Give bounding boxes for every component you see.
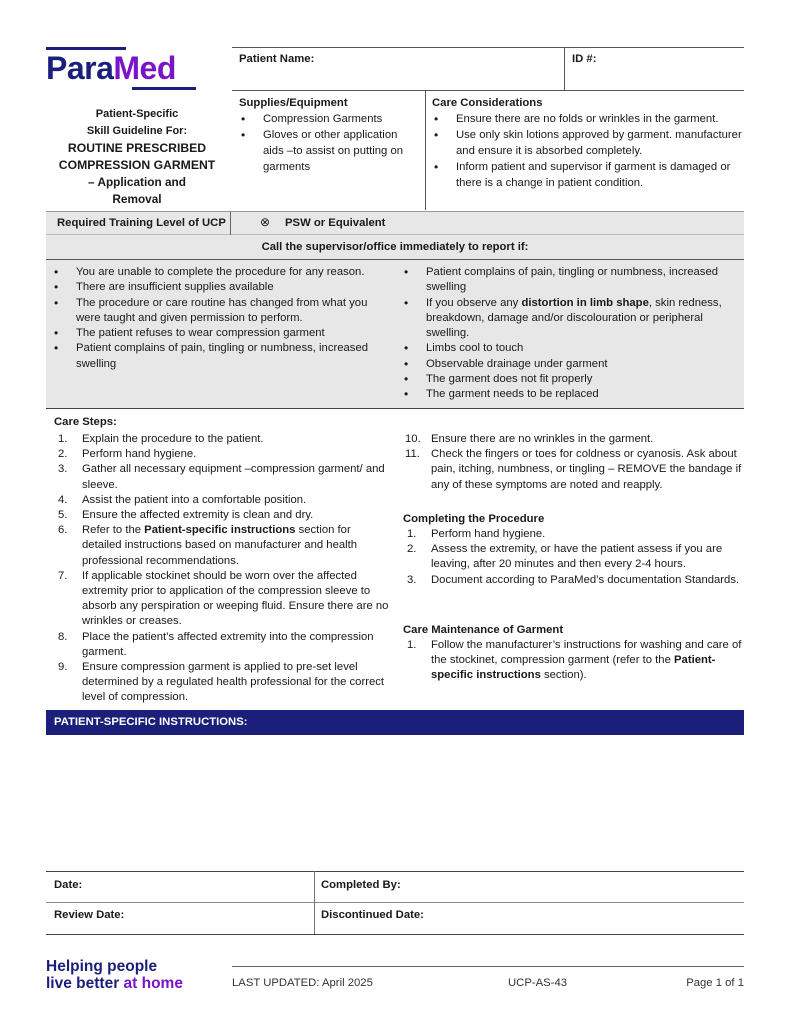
step-number: 7. [58, 569, 68, 582]
step-text: Refer to the [82, 524, 145, 537]
tagline [46, 958, 183, 992]
care-step [54, 630, 390, 660]
care-step [403, 447, 743, 493]
checkbox-x-icon[interactable]: ⊗ [260, 215, 271, 229]
care-consideration-item: • Ensure there are no folds or wrinkles in the garment. [432, 111, 742, 127]
care-step [54, 660, 390, 706]
report-item: • The patient refuses to wear compression garment [52, 326, 382, 341]
report-item [402, 341, 737, 356]
report-section [46, 260, 744, 409]
completing-title: Completing the Procedure [403, 513, 545, 525]
care-step [54, 462, 390, 492]
guideline-title [44, 106, 230, 208]
title-line: COMPRESSION GARMENT [58, 158, 216, 172]
date-label: Date: [54, 879, 83, 891]
tagline-accent: at home [123, 975, 183, 992]
step-text: Ensure the affected extremity is clean and dry. [82, 509, 314, 522]
divider [564, 47, 565, 90]
report-item: • There are insufficient supplies available [52, 280, 382, 295]
step-number: 10. [405, 433, 421, 445]
maintenance-title: Care Maintenance of Garment [403, 624, 564, 636]
completing-step [403, 573, 743, 588]
completed-by-field[interactable] [405, 874, 740, 900]
step-number: 9. [58, 661, 68, 674]
report-item [402, 296, 737, 342]
step-number: 1. [58, 433, 68, 445]
step-number: 2. [407, 543, 417, 556]
completed-by-label: Completed By: [321, 879, 401, 891]
step-text: Perform hand hygiene. [82, 448, 197, 461]
care-step [54, 508, 390, 523]
report-item-text: Limbs cool to touch [426, 342, 524, 355]
divider [232, 90, 744, 91]
discontinued-date-field[interactable] [430, 905, 740, 931]
divider [314, 871, 315, 934]
step-number: 2. [58, 448, 68, 461]
step-text: Document according to ParaMed’s documentation Standards. [431, 573, 740, 586]
step-emphasis: Patient-specific instructions [431, 654, 716, 682]
step-text: Check the fingers or toes for coldness or cyanosis. Ask about pain, itching, numbness, or tingling – REMOVE the bandage if any of these symptoms are noted and reapply. [431, 448, 742, 491]
care-steps-title: Care Steps: [54, 416, 117, 428]
report-item-emphasis: distortion in limb shape [521, 296, 649, 309]
review-date-label: Review Date: [54, 909, 125, 921]
supplies-item: • Compression Garments [239, 111, 419, 127]
report-item [402, 357, 737, 372]
patient-specific-banner: PATIENT-SPECIFIC INSTRUCTIONS: [46, 710, 744, 735]
tagline-line [46, 975, 183, 992]
title-line: Skill Guideline For: [86, 125, 188, 137]
divider [232, 47, 744, 48]
divider [46, 871, 744, 872]
supplies-section [239, 95, 419, 175]
care-considerations-title: Care Considerations [432, 97, 543, 109]
step-number: 11. [405, 448, 420, 461]
step-text: Ensure there are no wrinkles in the garment. [431, 433, 654, 445]
care-consideration-item: • Use only skin lotions approved by garment. manufacturer and ensure it is absorbed completely. [432, 127, 742, 159]
step-text: Perform hand hygiene. [431, 528, 546, 540]
step-text: If applicable stockinet should be worn over the affected extremity prior to application of the compression sleeve to absorb any perspiration or weeping fluid. Ensure there are no wrinkles or creases. [82, 569, 389, 628]
care-step [54, 493, 390, 508]
step-number: 5. [58, 509, 68, 522]
patient-name-field[interactable] [325, 50, 557, 86]
completing-step [403, 542, 743, 572]
report-title: Call the supervisor/office immediately to report if: [46, 235, 744, 260]
id-field[interactable] [600, 50, 740, 86]
title-line: Patient-Specific [95, 108, 179, 120]
step-number: 8. [58, 630, 68, 643]
training-label: Required Training Level of UCP [57, 217, 226, 229]
patient-specific-content[interactable] [46, 736, 744, 866]
step-text: section). [540, 669, 587, 682]
care-steps-continued [403, 432, 743, 493]
care-step [54, 523, 390, 569]
training-row [46, 211, 744, 235]
completing-step [403, 527, 743, 542]
care-step [54, 569, 390, 630]
report-item [402, 372, 737, 387]
tagline-line: Helping people [46, 958, 158, 975]
review-date-field[interactable] [130, 905, 310, 931]
paramed-logo [46, 44, 196, 90]
step-text: Explain the procedure to the patient. [82, 433, 264, 445]
care-considerations-section [432, 95, 742, 191]
step-number: 4. [58, 493, 68, 506]
date-field[interactable] [90, 874, 310, 900]
logo-bar-bottom [132, 87, 196, 90]
divider [46, 934, 744, 935]
discontinued-date-label: Discontinued Date: [321, 909, 424, 921]
step-text: Place the patient’s affected extremity into the compression garment. [82, 630, 374, 658]
report-item-text: , skin redness, breakdown, damage and/or discolouration or peripheral swelling. [426, 296, 722, 340]
completing-section [403, 511, 743, 588]
document-code: UCP-AS-43 [508, 977, 568, 989]
logo-para: Para [46, 50, 114, 86]
step-text: Follow the manufacturer’s instructions for washing and care of the stockinet, compression garment (refer to the [431, 639, 742, 667]
divider [230, 212, 231, 235]
report-item-text: The garment needs to be replaced [426, 388, 599, 401]
supplies-item: • Gloves or other application aids –to assist on putting on garments [239, 127, 419, 175]
report-item-text: Patient complains of pain, tingling or numbness, increased swelling [426, 266, 719, 294]
report-item [402, 387, 737, 402]
patient-name-label: Patient Name: [239, 53, 315, 65]
report-item-text: If you observe any [426, 296, 522, 309]
step-emphasis: Patient-specific instructions [144, 524, 296, 537]
step-number: 1. [407, 528, 417, 540]
step-text: Ensure compression garment is applied to pre-set level determined by a regulated health professional for the correct level of compression. [82, 661, 385, 704]
id-label: ID #: [572, 53, 597, 65]
step-text: Assist the patient into a comfortable position. [82, 493, 307, 506]
step-text: Gather all necessary equipment –compression garment/ and sleeve. [82, 463, 385, 491]
step-text: section for detailed instructions based on manufacturer and health professional recommendations. [82, 524, 358, 567]
report-item: • Patient complains of pain, tingling or numbness, increased swelling [52, 341, 382, 372]
supplies-title: Supplies/Equipment [239, 97, 348, 109]
report-item: • The procedure or care routine has changed from what you were taught and given permission to perform. [52, 296, 382, 327]
report-list-left [52, 265, 382, 372]
care-steps-section [54, 414, 390, 706]
last-updated: LAST UPDATED: April 2025 [232, 977, 373, 989]
step-text: Assess the extremity, or have the patient assess if you are leaving, after 20 minutes and then every 2-4 hours. [431, 543, 723, 571]
step-number: 3. [58, 463, 68, 476]
logo-med: Med [113, 50, 176, 86]
step-number: 3. [407, 573, 417, 586]
care-step [54, 447, 390, 462]
maintenance-section [403, 622, 743, 684]
care-step [403, 432, 743, 447]
report-item: • You are unable to complete the procedure for any reason. [52, 265, 382, 280]
report-item-text: Observable drainage under garment [426, 357, 608, 370]
maintenance-step [403, 638, 743, 684]
step-number: 1. [407, 639, 417, 651]
care-step [54, 432, 390, 447]
step-number: 6. [58, 524, 68, 537]
tagline-text: live better [46, 975, 124, 992]
footer-divider [232, 966, 744, 967]
care-consideration-item: • Inform patient and supervisor if garment is damaged or there is a change in patient condition. [432, 159, 742, 191]
training-level: PSW or Equivalent [285, 217, 386, 229]
title-line: – Application and [88, 175, 186, 189]
report-item-text: The garment does not fit properly [426, 373, 593, 386]
logo-wordmark [46, 50, 176, 86]
divider [425, 90, 426, 210]
page-number: Page 1 of 1 [686, 977, 744, 989]
title-line: Removal [112, 192, 162, 206]
title-line: ROUTINE PRESCRIBED [67, 141, 207, 155]
report-list-right [402, 265, 737, 403]
divider [46, 902, 744, 903]
report-item [402, 265, 737, 296]
